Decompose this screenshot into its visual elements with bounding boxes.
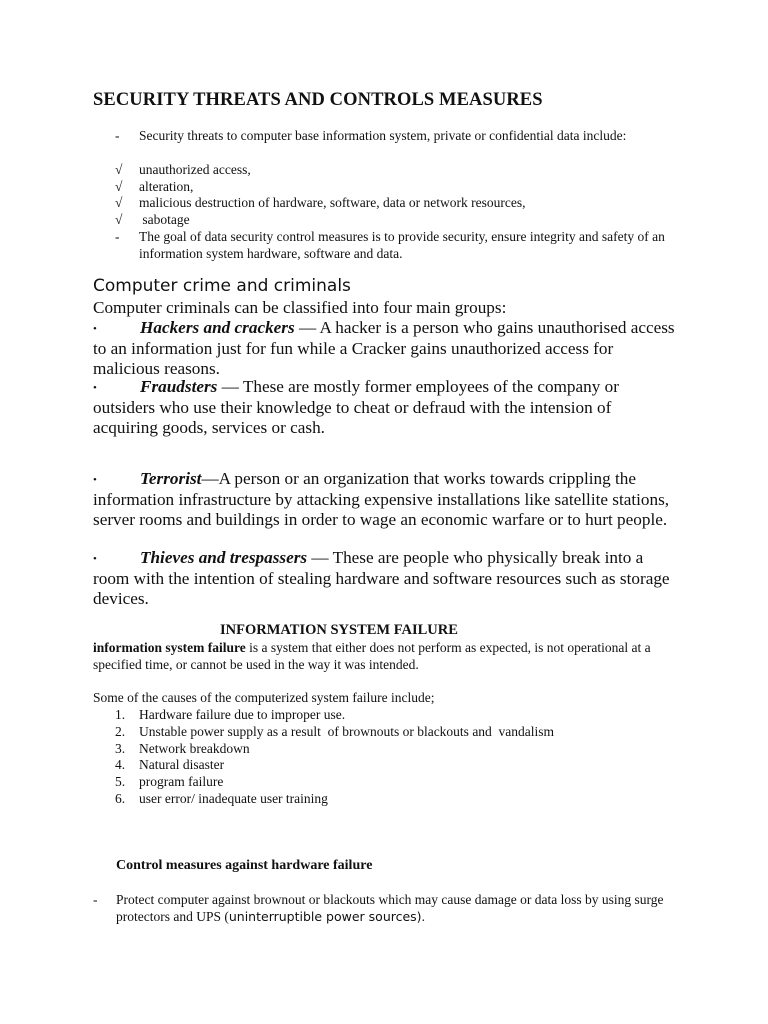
threats-intro-text: Security threats to computer base information system, private or confidential data include: (139, 128, 627, 143)
dash-marker: - (115, 128, 120, 143)
hardware-heading: Control measures against hardware failure (116, 858, 373, 873)
cause-item (115, 723, 675, 740)
criminal-group (93, 377, 678, 438)
definition-term: information system failure (93, 640, 246, 655)
group-text: — A hacker is a person who gains unauthorised access to an information just for fun while a Cracker gains unauthorized access for malicious reasons. (93, 318, 675, 378)
causes-intro: Some of the causes of the computerized system failure include; (93, 690, 435, 705)
cause-number: 1. (115, 707, 126, 722)
check-mark-icon: √ (115, 212, 123, 227)
threat-item-text: sabotage (139, 212, 190, 227)
check-mark-icon: √ (115, 195, 123, 210)
measure-text-main: Protect computer against brownout or blackouts which may cause damage or data loss by using surge protectors and UPS ( (116, 892, 664, 924)
bullet-marker: • (93, 323, 97, 335)
cause-text: Hardware failure due to improper use. (139, 707, 346, 722)
crime-intro: Computer criminals can be classified into four main groups: (93, 298, 507, 317)
hardware-measure-text (116, 891, 678, 925)
threat-item (115, 194, 675, 211)
threat-item (115, 161, 675, 178)
threat-item-text: unauthorized access, (139, 162, 251, 177)
cause-number: 4. (115, 757, 126, 772)
cause-number: 5. (115, 774, 126, 789)
cause-item (115, 706, 675, 723)
goal-text: The goal of data security control measures is to provide security, ensure integrity and safety of an information system hardware, software and data. (139, 229, 665, 261)
criminal-group (93, 318, 678, 379)
check-mark-icon: √ (115, 162, 123, 177)
page-title: SECURITY THREATS AND CONTROLS MEASURES (93, 90, 543, 110)
dash-marker: - (93, 892, 98, 907)
measure-text-end: . (421, 909, 425, 924)
threat-item-text: alteration, (139, 179, 194, 194)
group-text: —A person or an organization that works towards crippling the information infrastructure by attacking expensive installations like satellite stations, server rooms and buildings in order to wage an economic warfare or to hurt people. (93, 469, 670, 529)
group-term: Terrorist (140, 469, 202, 488)
cause-text: Unstable power supply as a result of brownouts or blackouts and vandalism (139, 724, 555, 739)
cause-text: user error/ inadequate user training (139, 791, 328, 806)
cause-item (115, 773, 675, 790)
cause-item (115, 756, 675, 773)
cause-item (115, 740, 675, 757)
measure-text-sans: uninterruptible power sources) (228, 909, 422, 924)
goal-item (115, 228, 675, 262)
group-text: — These are people who physically break into a room with the intention of stealing hardware and software resources such as storage devices. (93, 548, 670, 608)
failure-definition (93, 639, 653, 673)
cause-number: 2. (115, 724, 126, 739)
group-term: Hackers and crackers (140, 318, 295, 337)
cause-item (115, 790, 675, 807)
threats-intro-item (115, 127, 675, 144)
check-mark-icon: √ (115, 179, 123, 194)
criminal-group (93, 548, 678, 609)
group-term: Thieves and trespassers (140, 548, 308, 567)
cause-text: program failure (139, 774, 224, 789)
failure-heading: INFORMATION SYSTEM FAILURE (220, 622, 458, 638)
bullet-marker: • (93, 382, 97, 394)
section-heading: Computer crime and criminals (93, 276, 351, 296)
cause-number: 6. (115, 791, 126, 806)
group-term: Fraudsters (140, 377, 218, 396)
definition-text: is a system that either does not perform as expected, is not operational at a specified time, or cannot be used in the way it was intended. (93, 640, 651, 672)
dash-marker: - (115, 229, 120, 244)
group-text: — These are mostly former employees of the company or outsiders who use their knowledge to cheat or defraud with the intension of acquiring goods, services or cash. (93, 377, 619, 437)
bullet-marker: • (93, 553, 97, 565)
bullet-marker: • (93, 474, 97, 486)
hardware-measure-item (93, 891, 678, 925)
threat-item (115, 211, 675, 228)
criminal-group (93, 469, 678, 530)
threat-item (115, 178, 675, 195)
threat-item-text: malicious destruction of hardware, software, data or network resources, (139, 195, 526, 210)
cause-text: Natural disaster (139, 757, 225, 772)
cause-text: Network breakdown (139, 741, 250, 756)
cause-number: 3. (115, 741, 126, 756)
